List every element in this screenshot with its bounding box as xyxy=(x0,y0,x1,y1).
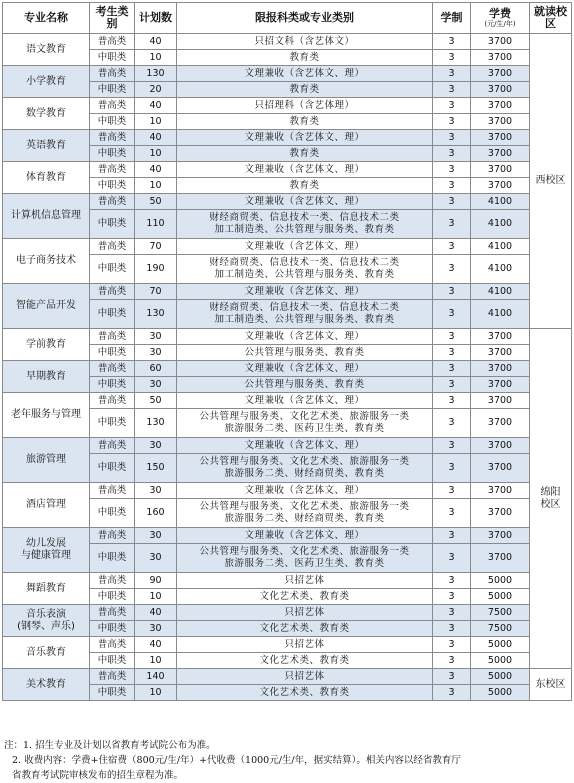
cell-plan: 110 xyxy=(135,210,177,239)
table-row xyxy=(3,438,572,454)
cell-major: 音乐教育 xyxy=(3,637,90,669)
cell-years: 3 xyxy=(433,361,471,377)
table-body xyxy=(3,34,572,701)
cell-years: 3 xyxy=(433,454,471,483)
cell-fee: 3700 xyxy=(471,114,530,130)
cell-plan: 10 xyxy=(135,653,177,669)
cell-type: 普高类 xyxy=(90,130,135,146)
cell-requirement: 公共管理与服务类、文化艺术类、旅游服务一类 旅游服务二类、财经商贸类、教育类 xyxy=(177,454,433,483)
cell-years: 3 xyxy=(433,621,471,637)
table-row xyxy=(3,573,572,589)
cell-years: 3 xyxy=(433,34,471,50)
cell-major: 小学教育 xyxy=(3,66,90,98)
cell-years: 3 xyxy=(433,409,471,438)
cell-fee: 3700 xyxy=(471,162,530,178)
table-row xyxy=(3,194,572,210)
cell-years: 3 xyxy=(433,162,471,178)
cell-type: 中职类 xyxy=(90,544,135,573)
cell-years: 3 xyxy=(433,130,471,146)
header-years: 学制 xyxy=(433,3,471,34)
cell-years: 3 xyxy=(433,146,471,162)
cell-plan: 160 xyxy=(135,499,177,528)
cell-type: 中职类 xyxy=(90,653,135,669)
cell-type: 普高类 xyxy=(90,34,135,50)
cell-requirement: 文理兼收（含艺体文、理） xyxy=(177,329,433,345)
cell-fee: 3700 xyxy=(471,82,530,98)
cell-fee: 3700 xyxy=(471,393,530,409)
cell-plan: 40 xyxy=(135,605,177,621)
cell-fee: 4100 xyxy=(471,255,530,284)
cell-years: 3 xyxy=(433,210,471,239)
cell-plan: 40 xyxy=(135,162,177,178)
cell-fee: 3700 xyxy=(471,438,530,454)
cell-requirement: 文理兼收（含艺体文、理） xyxy=(177,66,433,82)
cell-fee: 3700 xyxy=(471,499,530,528)
cell-plan: 70 xyxy=(135,239,177,255)
cell-requirement: 只招艺体 xyxy=(177,573,433,589)
cell-years: 3 xyxy=(433,82,471,98)
header-fee-unit: (元/生/年) xyxy=(484,20,516,28)
cell-years: 3 xyxy=(433,329,471,345)
cell-requirement: 教育类 xyxy=(177,146,433,162)
cell-years: 3 xyxy=(433,573,471,589)
header-fee xyxy=(471,3,530,34)
cell-years: 3 xyxy=(433,114,471,130)
header-major: 专业名称 xyxy=(3,3,90,34)
table-row xyxy=(3,637,572,653)
cell-plan: 10 xyxy=(135,178,177,194)
footnote-2: 2. 收费内容：学费+住宿费（800元/生/年）+代收费（1000元/生/年，据实结算）。相关内容以经省教育厅 xyxy=(12,755,461,766)
cell-major: 幼儿发展 与健康管理 xyxy=(3,528,90,573)
cell-years: 3 xyxy=(433,605,471,621)
cell-fee: 3700 xyxy=(471,409,530,438)
cell-requirement: 只招理科（含艺体理） xyxy=(177,98,433,114)
cell-requirement: 公共管理与服务类、文化艺术类、旅游服务一类 旅游服务二类、医药卫生类、教育类 xyxy=(177,544,433,573)
cell-plan: 30 xyxy=(135,528,177,544)
table-row xyxy=(3,98,572,114)
cell-years: 3 xyxy=(433,544,471,573)
cell-type: 普高类 xyxy=(90,98,135,114)
cell-plan: 30 xyxy=(135,438,177,454)
cell-type: 中职类 xyxy=(90,454,135,483)
cell-plan: 20 xyxy=(135,82,177,98)
cell-requirement: 只招艺体 xyxy=(177,669,433,685)
cell-major: 音乐表演 (钢琴、声乐) xyxy=(3,605,90,637)
cell-major: 舞蹈教育 xyxy=(3,573,90,605)
cell-plan: 190 xyxy=(135,255,177,284)
header-type: 考生类别 xyxy=(90,3,135,34)
cell-major: 计算机信息管理 xyxy=(3,194,90,239)
cell-major: 旅游管理 xyxy=(3,438,90,483)
cell-requirement: 文理兼收（含艺体文、理） xyxy=(177,162,433,178)
cell-campus: 东校区 xyxy=(530,669,572,701)
cell-major: 语文教育 xyxy=(3,34,90,66)
cell-years: 3 xyxy=(433,50,471,66)
cell-requirement: 文理兼收（含艺体文、理） xyxy=(177,393,433,409)
cell-years: 3 xyxy=(433,300,471,329)
cell-plan: 50 xyxy=(135,393,177,409)
cell-type: 中职类 xyxy=(90,300,135,329)
cell-plan: 30 xyxy=(135,483,177,499)
cell-requirement: 公共管理与服务类、文化艺术类、旅游服务一类 旅游服务二类、财经商贸类、教育类 xyxy=(177,499,433,528)
cell-type: 普高类 xyxy=(90,66,135,82)
table-row xyxy=(3,239,572,255)
cell-years: 3 xyxy=(433,528,471,544)
cell-years: 3 xyxy=(433,685,471,701)
cell-fee: 3700 xyxy=(471,98,530,114)
cell-type: 中职类 xyxy=(90,114,135,130)
cell-requirement: 财经商贸类、信息技术一类、信息技术二类 加工制造类、公共管理与服务类、教育类 xyxy=(177,300,433,329)
cell-years: 3 xyxy=(433,98,471,114)
cell-fee: 3700 xyxy=(471,377,530,393)
cell-fee: 5000 xyxy=(471,669,530,685)
cell-type: 中职类 xyxy=(90,345,135,361)
cell-requirement: 教育类 xyxy=(177,50,433,66)
cell-type: 普高类 xyxy=(90,669,135,685)
cell-plan: 10 xyxy=(135,146,177,162)
cell-requirement: 教育类 xyxy=(177,114,433,130)
cell-years: 3 xyxy=(433,284,471,300)
cell-requirement: 财经商贸类、信息技术一类、信息技术二类 加工制造类、公共管理与服务类、教育类 xyxy=(177,210,433,239)
cell-requirement: 文理兼收（含艺体文、理） xyxy=(177,239,433,255)
cell-fee: 5000 xyxy=(471,685,530,701)
cell-type: 中职类 xyxy=(90,178,135,194)
cell-requirement: 公共管理与服务类、教育类 xyxy=(177,345,433,361)
cell-plan: 30 xyxy=(135,345,177,361)
cell-type: 普高类 xyxy=(90,393,135,409)
cell-requirement: 文理兼收（含艺体文、理） xyxy=(177,528,433,544)
header-fee-label: 学费 xyxy=(489,7,511,20)
cell-fee: 3700 xyxy=(471,361,530,377)
cell-requirement: 文化艺术类、教育类 xyxy=(177,589,433,605)
cell-fee: 4100 xyxy=(471,284,530,300)
cell-requirement: 文理兼收（含艺体文、理） xyxy=(177,194,433,210)
cell-years: 3 xyxy=(433,499,471,528)
table-row xyxy=(3,329,572,345)
cell-major: 酒店管理 xyxy=(3,483,90,528)
cell-fee: 7500 xyxy=(471,621,530,637)
cell-requirement: 文化艺术类、教育类 xyxy=(177,685,433,701)
cell-plan: 130 xyxy=(135,300,177,329)
table-row xyxy=(3,483,572,499)
cell-type: 普高类 xyxy=(90,361,135,377)
cell-major: 美术教育 xyxy=(3,669,90,701)
table-row xyxy=(3,66,572,82)
cell-type: 普高类 xyxy=(90,162,135,178)
cell-plan: 130 xyxy=(135,66,177,82)
cell-type: 普高类 xyxy=(90,637,135,653)
cell-type: 普高类 xyxy=(90,239,135,255)
cell-requirement: 文化艺术类、教育类 xyxy=(177,621,433,637)
cell-years: 3 xyxy=(433,255,471,284)
cell-plan: 10 xyxy=(135,589,177,605)
footnotes xyxy=(4,738,570,783)
cell-requirement: 文理兼收（含艺体文、理） xyxy=(177,438,433,454)
cell-years: 3 xyxy=(433,393,471,409)
cell-type: 中职类 xyxy=(90,685,135,701)
cell-years: 3 xyxy=(433,669,471,685)
table-row xyxy=(3,669,572,685)
cell-fee: 5000 xyxy=(471,637,530,653)
cell-plan: 30 xyxy=(135,329,177,345)
cell-plan: 50 xyxy=(135,194,177,210)
cell-fee: 4100 xyxy=(471,239,530,255)
cell-major: 数学教育 xyxy=(3,98,90,130)
cell-years: 3 xyxy=(433,194,471,210)
cell-type: 中职类 xyxy=(90,255,135,284)
footnote-1: 注：1. 招生专业及计划以省教育考试院公布为准。 xyxy=(4,740,216,751)
cell-fee: 4100 xyxy=(471,194,530,210)
cell-years: 3 xyxy=(433,239,471,255)
cell-years: 3 xyxy=(433,377,471,393)
cell-requirement: 公共管理与服务类、教育类 xyxy=(177,377,433,393)
cell-years: 3 xyxy=(433,589,471,605)
cell-type: 中职类 xyxy=(90,146,135,162)
cell-fee: 3700 xyxy=(471,528,530,544)
cell-type: 普高类 xyxy=(90,483,135,499)
cell-type: 中职类 xyxy=(90,210,135,239)
cell-requirement: 只招文科（含艺体文） xyxy=(177,34,433,50)
table-row xyxy=(3,34,572,50)
cell-plan: 150 xyxy=(135,454,177,483)
cell-campus: 绵阳 校区 xyxy=(530,329,572,669)
cell-plan: 40 xyxy=(135,34,177,50)
cell-requirement: 财经商贸类、信息技术一类、信息技术二类 加工制造类、公共管理与服务类、教育类 xyxy=(177,255,433,284)
cell-requirement: 文化艺术类、教育类 xyxy=(177,653,433,669)
cell-major: 早期教育 xyxy=(3,361,90,393)
cell-requirement: 文理兼收（含艺体文、理） xyxy=(177,483,433,499)
cell-fee: 3700 xyxy=(471,130,530,146)
cell-years: 3 xyxy=(433,483,471,499)
cell-fee: 3700 xyxy=(471,146,530,162)
table-row xyxy=(3,393,572,409)
cell-type: 普高类 xyxy=(90,573,135,589)
cell-plan: 10 xyxy=(135,50,177,66)
table-row xyxy=(3,162,572,178)
cell-requirement: 教育类 xyxy=(177,178,433,194)
cell-type: 普高类 xyxy=(90,605,135,621)
cell-type: 普高类 xyxy=(90,284,135,300)
cell-fee: 4100 xyxy=(471,210,530,239)
cell-fee: 3700 xyxy=(471,345,530,361)
cell-type: 中职类 xyxy=(90,409,135,438)
cell-major: 英语教育 xyxy=(3,130,90,162)
cell-plan: 30 xyxy=(135,544,177,573)
header-requirement: 限报科类或专业类别 xyxy=(177,3,433,34)
cell-type: 中职类 xyxy=(90,589,135,605)
cell-campus: 西校区 xyxy=(530,34,572,329)
cell-years: 3 xyxy=(433,178,471,194)
cell-requirement: 文理兼收（含艺体文、理） xyxy=(177,361,433,377)
cell-fee: 7500 xyxy=(471,605,530,621)
footnote-3: 省教育考试院审核发布的招生章程为准。 xyxy=(12,770,184,781)
cell-fee: 3700 xyxy=(471,50,530,66)
cell-type: 普高类 xyxy=(90,438,135,454)
cell-plan: 10 xyxy=(135,114,177,130)
cell-fee: 3700 xyxy=(471,544,530,573)
cell-type: 普高类 xyxy=(90,194,135,210)
cell-plan: 130 xyxy=(135,409,177,438)
enrollment-table xyxy=(2,2,572,701)
cell-major: 老年服务与管理 xyxy=(3,393,90,438)
cell-major: 电子商务技术 xyxy=(3,239,90,284)
cell-years: 3 xyxy=(433,653,471,669)
cell-type: 普高类 xyxy=(90,528,135,544)
cell-major: 智能产品开发 xyxy=(3,284,90,329)
cell-fee: 3700 xyxy=(471,329,530,345)
cell-years: 3 xyxy=(433,66,471,82)
cell-type: 中职类 xyxy=(90,50,135,66)
cell-type: 中职类 xyxy=(90,377,135,393)
cell-fee: 3700 xyxy=(471,34,530,50)
cell-fee: 3700 xyxy=(471,483,530,499)
cell-plan: 40 xyxy=(135,98,177,114)
header-plan: 计划数 xyxy=(135,3,177,34)
table-row xyxy=(3,130,572,146)
cell-plan: 140 xyxy=(135,669,177,685)
cell-plan: 10 xyxy=(135,685,177,701)
cell-fee: 3700 xyxy=(471,178,530,194)
cell-fee: 5000 xyxy=(471,653,530,669)
cell-fee: 3700 xyxy=(471,454,530,483)
cell-requirement: 文理兼收（含艺体文、理） xyxy=(177,284,433,300)
cell-requirement: 只招艺体 xyxy=(177,637,433,653)
cell-years: 3 xyxy=(433,345,471,361)
cell-years: 3 xyxy=(433,637,471,653)
table-row xyxy=(3,528,572,544)
cell-requirement: 只招艺体 xyxy=(177,605,433,621)
cell-plan: 40 xyxy=(135,637,177,653)
cell-plan: 60 xyxy=(135,361,177,377)
cell-major: 体育教育 xyxy=(3,162,90,194)
cell-fee: 5000 xyxy=(471,573,530,589)
cell-years: 3 xyxy=(433,438,471,454)
cell-requirement: 教育类 xyxy=(177,82,433,98)
table-row xyxy=(3,605,572,621)
table-header-row xyxy=(3,3,572,34)
cell-plan: 90 xyxy=(135,573,177,589)
cell-type: 中职类 xyxy=(90,82,135,98)
cell-type: 中职类 xyxy=(90,621,135,637)
table-row xyxy=(3,361,572,377)
cell-type: 普高类 xyxy=(90,329,135,345)
cell-fee: 3700 xyxy=(471,66,530,82)
header-campus: 就读校区 xyxy=(530,3,572,34)
cell-type: 中职类 xyxy=(90,499,135,528)
table-row xyxy=(3,284,572,300)
cell-fee: 4100 xyxy=(471,300,530,329)
cell-plan: 70 xyxy=(135,284,177,300)
cell-fee: 5000 xyxy=(471,589,530,605)
cell-plan: 40 xyxy=(135,130,177,146)
cell-requirement: 文理兼收（含艺体文、理） xyxy=(177,130,433,146)
cell-requirement: 公共管理与服务类、文化艺术类、旅游服务一类 旅游服务二类、医药卫生类、教育类 xyxy=(177,409,433,438)
cell-plan: 30 xyxy=(135,621,177,637)
cell-plan: 30 xyxy=(135,377,177,393)
cell-major: 学前教育 xyxy=(3,329,90,361)
